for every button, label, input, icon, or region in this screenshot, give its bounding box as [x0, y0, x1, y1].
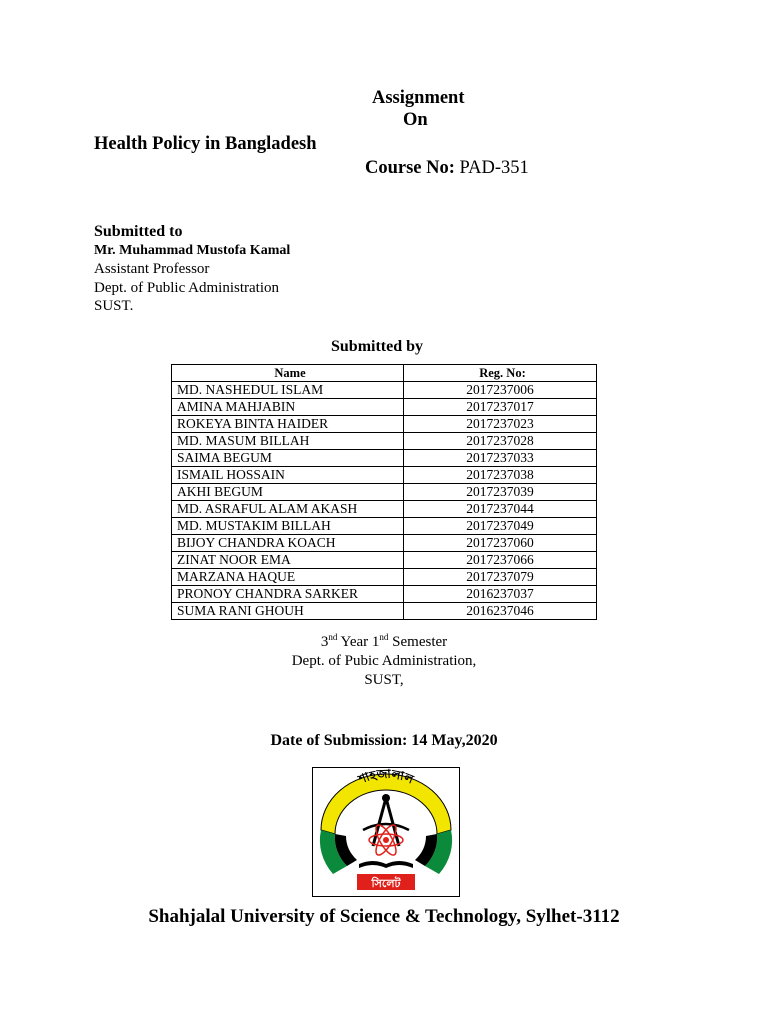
table-header-row	[172, 365, 597, 382]
student-reg-cell: 2017237017	[404, 399, 597, 416]
student-reg-cell: 2017237033	[404, 450, 597, 467]
table-row	[172, 518, 597, 535]
student-reg-cell: 2017237066	[404, 552, 597, 569]
student-name-cell: AKHI BEGUM	[172, 484, 404, 501]
course-value: PAD-351	[459, 158, 529, 178]
submitted-by-heading: Submitted by	[331, 338, 424, 355]
student-name-cell: MD. MASUM BILLAH	[172, 433, 404, 450]
semester-text: Semester	[388, 634, 448, 650]
supervisor-name: Mr. Muhammad Mustofa Kamal	[94, 243, 291, 258]
table-row	[172, 535, 597, 552]
table-row	[172, 484, 597, 501]
student-name-cell: SAIMA BEGUM	[172, 450, 404, 467]
university-seal-icon	[313, 768, 459, 896]
table-row	[172, 433, 597, 450]
student-name-cell: MD. NASHEDUL ISLAM	[172, 382, 404, 399]
year-number: 3	[320, 634, 329, 650]
supervisor-institution: SUST.	[94, 298, 134, 314]
student-reg-cell: 2017237079	[404, 569, 597, 586]
supervisor-department: Dept. of Public Administration	[94, 280, 279, 296]
student-table	[171, 364, 597, 620]
table-row	[172, 603, 597, 620]
supervisor-designation: Assistant Professor	[94, 261, 210, 277]
student-name-cell: AMINA MAHJABIN	[172, 399, 404, 416]
assignment-subject: Health Policy in Bangladesh	[94, 134, 317, 154]
student-reg-cell: 2016237046	[404, 603, 597, 620]
student-institution: SUST,	[364, 672, 404, 688]
student-name-cell: MD. ASRAFUL ALAM AKASH	[172, 501, 404, 518]
table-row	[172, 569, 597, 586]
university-logo	[312, 767, 460, 897]
student-name-cell: ISMAIL HOSSAIN	[172, 467, 404, 484]
year-text: Year 1	[337, 634, 380, 650]
student-reg-cell: 2017237023	[404, 416, 597, 433]
student-reg-cell: 2017237049	[404, 518, 597, 535]
table-row	[172, 552, 597, 569]
table-row	[172, 382, 597, 399]
seal-arc-top-text: শাহজালাল	[356, 768, 416, 787]
student-name-cell: MARZANA HAQUE	[172, 569, 404, 586]
student-reg-cell: 2017237038	[404, 467, 597, 484]
student-name-cell: ZINAT NOOR EMA	[172, 552, 404, 569]
table-row	[172, 399, 597, 416]
semester-suffix: nd	[379, 632, 389, 642]
assignment-heading: Assignment	[372, 88, 465, 108]
column-header-name: Name	[172, 365, 404, 382]
student-reg-cell: 2017237060	[404, 535, 597, 552]
table-row	[172, 467, 597, 484]
student-rows	[172, 382, 597, 620]
student-name-cell: SUMA RANI GHOUH	[172, 603, 404, 620]
submitted-to-heading: Submitted to	[94, 223, 183, 240]
course-label: Course No:	[365, 158, 455, 178]
student-name-cell: MD. MUSTAKIM BILLAH	[172, 518, 404, 535]
table-row	[172, 450, 597, 467]
table-row	[172, 586, 597, 603]
table-row	[172, 416, 597, 433]
university-name: Shahjalal University of Science & Technology, Sylhet-3112	[148, 906, 620, 927]
course-number	[365, 158, 529, 179]
student-reg-cell: 2016237037	[404, 586, 597, 603]
student-reg-cell: 2017237039	[404, 484, 597, 501]
on-heading: On	[403, 110, 428, 130]
student-name-cell: PRONOY CHANDRA SARKER	[172, 586, 404, 603]
year-semester	[0, 634, 768, 651]
seal-banner-text: সিলেট	[371, 877, 401, 890]
student-department: Dept. of Pubic Administration,	[291, 653, 477, 669]
student-reg-cell: 2017237028	[404, 433, 597, 450]
student-reg-cell: 2017237044	[404, 501, 597, 518]
student-name-cell: BIJOY CHANDRA KOACH	[172, 535, 404, 552]
year-suffix: nd	[328, 632, 338, 642]
student-reg-cell: 2017237006	[404, 382, 597, 399]
column-header-reg-no: Reg. No:	[404, 365, 597, 382]
table-row	[172, 501, 597, 518]
submission-date: Date of Submission: 14 May,2020	[270, 732, 498, 749]
student-name-cell: ROKEYA BINTA HAIDER	[172, 416, 404, 433]
